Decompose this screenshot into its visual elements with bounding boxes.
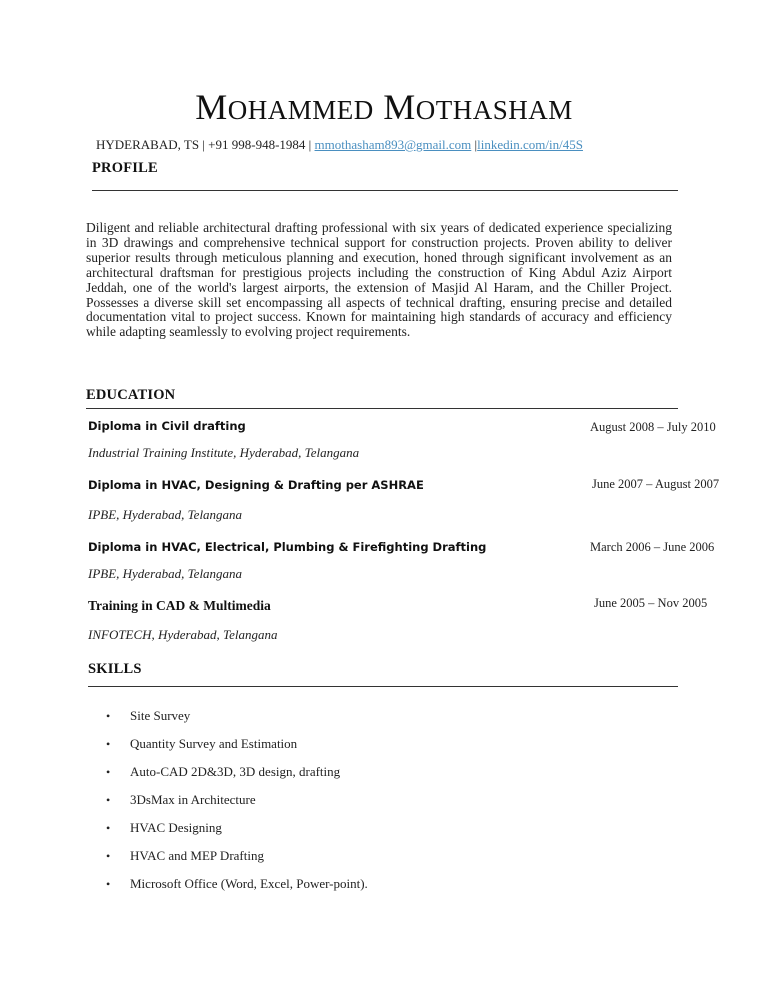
separator: |	[474, 137, 478, 152]
skill-label: HVAC Designing	[130, 820, 222, 835]
list-item	[106, 792, 406, 820]
education-divider	[86, 408, 678, 409]
skill-label: Site Survey	[130, 708, 191, 723]
education-heading: EDUCATION	[86, 387, 176, 403]
bullet-icon: •	[106, 765, 111, 779]
skills-divider	[88, 686, 678, 687]
skill-label: Microsoft Office (Word, Excel, Power-point).	[130, 876, 368, 891]
skills-list	[106, 708, 406, 912]
location: HYDERABAD, TS	[96, 137, 200, 152]
dates: March 2006 – June 2006	[590, 540, 715, 554]
skills-heading: SKILLS	[88, 661, 142, 677]
dates: June 2005 – Nov 2005	[594, 596, 708, 610]
bullet-icon: •	[106, 849, 111, 863]
degree: Diploma in Civil drafting	[88, 419, 246, 433]
profile-divider	[92, 190, 678, 191]
bullet-icon: •	[106, 877, 111, 891]
list-item	[106, 764, 406, 792]
institution: INFOTECH, Hyderabad, Telangana	[88, 627, 278, 642]
name-last-initial: M	[383, 87, 416, 127]
phone: +91 998-948-1984	[208, 137, 306, 152]
list-item	[106, 708, 406, 736]
institution: IPBE, Hyderabad, Telangana	[88, 507, 243, 522]
bullet-icon: •	[106, 737, 111, 751]
dates: June 2007 – August 2007	[592, 477, 720, 491]
list-item	[106, 876, 370, 912]
separator: |	[308, 137, 312, 152]
skill-label: Auto-CAD 2D&3D, 3D design, drafting	[130, 764, 341, 779]
bullet-icon: •	[106, 821, 111, 835]
name-first-initial: M	[195, 87, 228, 127]
skill-label: 3DsMax in Architecture	[130, 792, 256, 807]
separator: |	[202, 137, 205, 152]
candidate-name	[0, 86, 768, 128]
degree: Diploma in HVAC, Designing & Drafting per ASHRAE	[88, 478, 424, 492]
list-item	[106, 820, 406, 848]
institution: Industrial Training Institute, Hyderabad, Telangana	[88, 445, 360, 460]
dates: August 2008 – July 2010	[590, 420, 716, 434]
name-first-rest: OHAMMED	[227, 95, 374, 125]
email-link[interactable]: mmothasham893@gmail.com	[314, 137, 472, 152]
list-item	[106, 848, 406, 876]
bullet-icon: •	[106, 793, 111, 807]
institution: IPBE, Hyderabad, Telangana	[88, 566, 243, 581]
skill-label: Quantity Survey and Estimation	[130, 736, 298, 751]
profile-heading: PROFILE	[92, 160, 158, 176]
list-item	[106, 736, 406, 764]
skill-label: HVAC and MEP Drafting	[130, 848, 264, 863]
profile-summary: Diligent and reliable architectural drafting professional with six years of dedicated experience specializing in 3D drawings and comprehensive technical support for construction projects. Proven ability to deliver superior results through meticulous planning and execution, honed through significant involvement as an architectural draftsman for prestigious projects including the construction of King Abdul Aziz Airport Jeddah, one of the world's largest airports, the extension of Masjid Al Haram, and the Chiller Project. Possesses a diverse skill set encompassing all aspects of technical drafting, ensuring precise and detailed documentation vital to project success. Known for maintaining high standards of accuracy and efficiency while adapting seamlessly to evolving project requirements.	[86, 220, 672, 340]
name-last-rest: OTHASHAM	[415, 95, 573, 125]
degree: Diploma in HVAC, Electrical, Plumbing & Firefighting Drafting	[88, 540, 487, 554]
bullet-icon: •	[106, 709, 111, 723]
degree: Training in CAD & Multimedia	[88, 598, 271, 613]
contact-line	[96, 137, 583, 153]
linkedin-link[interactable]: linkedin.com/in/45S	[477, 137, 583, 152]
